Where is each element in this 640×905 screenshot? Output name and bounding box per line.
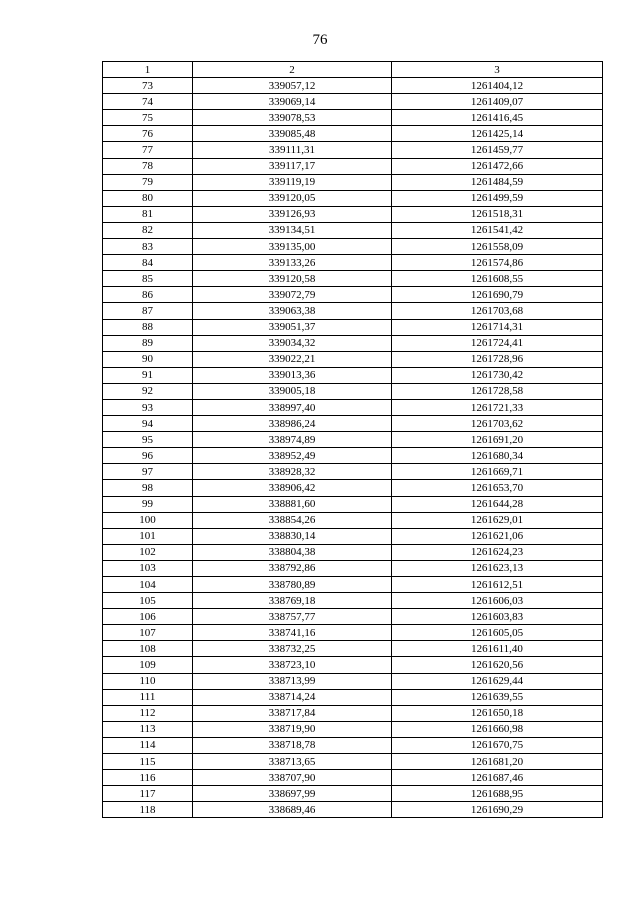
x-coordinate-cell: 339120,58 — [193, 271, 392, 287]
point-number-cell: 102 — [103, 544, 193, 560]
x-coordinate-cell: 339013,36 — [193, 367, 392, 383]
point-number-cell: 76 — [103, 126, 193, 142]
y-coordinate-cell: 1261574,86 — [392, 255, 603, 271]
table-row — [103, 190, 603, 206]
table-row — [103, 239, 603, 255]
table-row — [103, 609, 603, 625]
point-number-cell: 99 — [103, 496, 193, 512]
table-row — [103, 657, 603, 673]
point-number-cell: 100 — [103, 512, 193, 528]
x-coordinate-cell: 339034,32 — [193, 335, 392, 351]
y-coordinate-cell: 1261730,42 — [392, 367, 603, 383]
x-coordinate-cell: 338792,86 — [193, 560, 392, 576]
point-number-cell: 84 — [103, 255, 193, 271]
point-number-cell: 105 — [103, 593, 193, 609]
point-number-cell: 101 — [103, 528, 193, 544]
x-coordinate-cell: 338986,24 — [193, 416, 392, 432]
coordinates-table — [102, 61, 603, 818]
table-row — [103, 721, 603, 737]
table-row — [103, 577, 603, 593]
y-coordinate-cell: 1261484,59 — [392, 174, 603, 190]
table-row — [103, 399, 603, 415]
y-coordinate-cell: 1261606,03 — [392, 593, 603, 609]
x-coordinate-cell: 339117,17 — [193, 158, 392, 174]
point-number-cell: 85 — [103, 271, 193, 287]
point-number-cell: 81 — [103, 206, 193, 222]
y-coordinate-cell: 1261644,28 — [392, 496, 603, 512]
x-coordinate-cell: 339072,79 — [193, 287, 392, 303]
point-number-cell: 77 — [103, 142, 193, 158]
x-coordinate-cell: 338952,49 — [193, 448, 392, 464]
table-row — [103, 593, 603, 609]
point-number-cell: 116 — [103, 770, 193, 786]
x-coordinate-cell: 338717,84 — [193, 705, 392, 721]
x-coordinate-cell: 338713,65 — [193, 754, 392, 770]
table-row — [103, 737, 603, 753]
table-row — [103, 512, 603, 528]
x-coordinate-cell: 338723,10 — [193, 657, 392, 673]
table-row — [103, 448, 603, 464]
y-coordinate-cell: 1261620,56 — [392, 657, 603, 673]
table-row — [103, 206, 603, 222]
x-coordinate-cell: 338718,78 — [193, 737, 392, 753]
point-number-cell: 95 — [103, 432, 193, 448]
point-number-cell: 111 — [103, 689, 193, 705]
point-number-cell: 80 — [103, 190, 193, 206]
x-coordinate-cell: 338780,89 — [193, 577, 392, 593]
table-row — [103, 786, 603, 802]
point-number-cell: 94 — [103, 416, 193, 432]
x-coordinate-cell: 338707,90 — [193, 770, 392, 786]
y-coordinate-cell: 1261611,40 — [392, 641, 603, 657]
x-coordinate-cell: 338697,99 — [193, 786, 392, 802]
point-number-cell: 88 — [103, 319, 193, 335]
table-row — [103, 528, 603, 544]
x-coordinate-cell: 339057,12 — [193, 78, 392, 94]
y-coordinate-cell: 1261624,23 — [392, 544, 603, 560]
point-number-cell: 114 — [103, 737, 193, 753]
table-row — [103, 641, 603, 657]
x-coordinate-cell: 338804,38 — [193, 544, 392, 560]
x-coordinate-cell: 338881,60 — [193, 496, 392, 512]
table-row — [103, 496, 603, 512]
y-coordinate-cell: 1261680,34 — [392, 448, 603, 464]
x-coordinate-cell: 338974,89 — [193, 432, 392, 448]
x-coordinate-cell: 339135,00 — [193, 239, 392, 255]
y-coordinate-cell: 1261669,71 — [392, 464, 603, 480]
y-coordinate-cell: 1261623,13 — [392, 560, 603, 576]
y-coordinate-cell: 1261605,05 — [392, 625, 603, 641]
y-coordinate-cell: 1261541,42 — [392, 222, 603, 238]
y-coordinate-cell: 1261621,06 — [392, 528, 603, 544]
y-coordinate-cell: 1261728,96 — [392, 351, 603, 367]
point-number-cell: 74 — [103, 94, 193, 110]
table-row — [103, 802, 603, 818]
table-row — [103, 255, 603, 271]
y-coordinate-cell: 1261721,33 — [392, 399, 603, 415]
point-number-cell: 109 — [103, 657, 193, 673]
table-row — [103, 94, 603, 110]
point-number-cell: 79 — [103, 174, 193, 190]
y-coordinate-cell: 1261629,44 — [392, 673, 603, 689]
x-coordinate-cell: 338689,46 — [193, 802, 392, 818]
x-coordinate-cell: 339119,19 — [193, 174, 392, 190]
point-number-cell: 86 — [103, 287, 193, 303]
point-number-cell: 89 — [103, 335, 193, 351]
y-coordinate-cell: 1261499,59 — [392, 190, 603, 206]
y-coordinate-cell: 1261603,83 — [392, 609, 603, 625]
x-coordinate-cell: 339120,05 — [193, 190, 392, 206]
table-row — [103, 271, 603, 287]
point-number-cell: 78 — [103, 158, 193, 174]
point-number-cell: 90 — [103, 351, 193, 367]
table-header-row — [103, 62, 603, 78]
point-number-cell: 73 — [103, 78, 193, 94]
x-coordinate-cell: 339111,31 — [193, 142, 392, 158]
table-row — [103, 174, 603, 190]
x-coordinate-cell: 339078,53 — [193, 110, 392, 126]
point-number-cell: 103 — [103, 560, 193, 576]
y-coordinate-cell: 1261681,20 — [392, 754, 603, 770]
table-row — [103, 544, 603, 560]
y-coordinate-cell: 1261459,77 — [392, 142, 603, 158]
table-row — [103, 673, 603, 689]
x-coordinate-cell: 339085,48 — [193, 126, 392, 142]
y-coordinate-cell: 1261724,41 — [392, 335, 603, 351]
y-coordinate-cell: 1261409,07 — [392, 94, 603, 110]
point-number-cell: 110 — [103, 673, 193, 689]
y-coordinate-cell: 1261691,20 — [392, 432, 603, 448]
x-coordinate-cell: 338732,25 — [193, 641, 392, 657]
point-number-cell: 93 — [103, 399, 193, 415]
point-number-cell: 98 — [103, 480, 193, 496]
point-number-cell: 118 — [103, 802, 193, 818]
y-coordinate-cell: 1261518,31 — [392, 206, 603, 222]
x-coordinate-cell: 339134,51 — [193, 222, 392, 238]
point-number-cell: 92 — [103, 383, 193, 399]
x-coordinate-cell: 339063,38 — [193, 303, 392, 319]
table-row — [103, 303, 603, 319]
y-coordinate-cell: 1261687,46 — [392, 770, 603, 786]
y-coordinate-cell: 1261608,55 — [392, 271, 603, 287]
x-coordinate-cell: 338928,32 — [193, 464, 392, 480]
point-number-cell: 104 — [103, 577, 193, 593]
table-row — [103, 222, 603, 238]
page-number: 76 — [312, 32, 328, 48]
x-coordinate-cell: 339069,14 — [193, 94, 392, 110]
point-number-cell: 83 — [103, 239, 193, 255]
x-coordinate-cell: 338830,14 — [193, 528, 392, 544]
column-header: 2 — [193, 62, 392, 78]
y-coordinate-cell: 1261714,31 — [392, 319, 603, 335]
y-coordinate-cell: 1261416,45 — [392, 110, 603, 126]
x-coordinate-cell: 339022,21 — [193, 351, 392, 367]
point-number-cell: 91 — [103, 367, 193, 383]
x-coordinate-cell: 338719,90 — [193, 721, 392, 737]
table-row — [103, 480, 603, 496]
table-row — [103, 126, 603, 142]
table-row — [103, 754, 603, 770]
y-coordinate-cell: 1261690,29 — [392, 802, 603, 818]
y-coordinate-cell: 1261703,62 — [392, 416, 603, 432]
x-coordinate-cell: 338741,16 — [193, 625, 392, 641]
y-coordinate-cell: 1261404,12 — [392, 78, 603, 94]
point-number-cell: 106 — [103, 609, 193, 625]
point-number-cell: 97 — [103, 464, 193, 480]
table-row — [103, 319, 603, 335]
point-number-cell: 108 — [103, 641, 193, 657]
point-number-cell: 96 — [103, 448, 193, 464]
table-row — [103, 416, 603, 432]
y-coordinate-cell: 1261629,01 — [392, 512, 603, 528]
x-coordinate-cell: 339005,18 — [193, 383, 392, 399]
point-number-cell: 117 — [103, 786, 193, 802]
point-number-cell: 82 — [103, 222, 193, 238]
x-coordinate-cell: 338713,99 — [193, 673, 392, 689]
point-number-cell: 112 — [103, 705, 193, 721]
x-coordinate-cell: 339051,37 — [193, 319, 392, 335]
table-row — [103, 770, 603, 786]
table-row — [103, 560, 603, 576]
y-coordinate-cell: 1261650,18 — [392, 705, 603, 721]
y-coordinate-cell: 1261425,14 — [392, 126, 603, 142]
table-row — [103, 705, 603, 721]
table-row — [103, 464, 603, 480]
point-number-cell: 75 — [103, 110, 193, 126]
table-row — [103, 432, 603, 448]
x-coordinate-cell: 338854,26 — [193, 512, 392, 528]
table-row — [103, 78, 603, 94]
y-coordinate-cell: 1261558,09 — [392, 239, 603, 255]
point-number-cell: 87 — [103, 303, 193, 319]
table-row — [103, 158, 603, 174]
x-coordinate-cell: 338906,42 — [193, 480, 392, 496]
x-coordinate-cell: 338714,24 — [193, 689, 392, 705]
table-row — [103, 367, 603, 383]
table-row — [103, 383, 603, 399]
y-coordinate-cell: 1261653,70 — [392, 480, 603, 496]
y-coordinate-cell: 1261670,75 — [392, 737, 603, 753]
table-row — [103, 287, 603, 303]
y-coordinate-cell: 1261703,68 — [392, 303, 603, 319]
coordinates-table-body — [103, 62, 603, 818]
x-coordinate-cell: 338997,40 — [193, 399, 392, 415]
column-header: 3 — [392, 62, 603, 78]
point-number-cell: 115 — [103, 754, 193, 770]
point-number-cell: 107 — [103, 625, 193, 641]
table-row — [103, 351, 603, 367]
x-coordinate-cell: 338769,18 — [193, 593, 392, 609]
y-coordinate-cell: 1261660,98 — [392, 721, 603, 737]
y-coordinate-cell: 1261690,79 — [392, 287, 603, 303]
table-row — [103, 110, 603, 126]
table-row — [103, 625, 603, 641]
x-coordinate-cell: 339133,26 — [193, 255, 392, 271]
y-coordinate-cell: 1261688,95 — [392, 786, 603, 802]
x-coordinate-cell: 338757,77 — [193, 609, 392, 625]
y-coordinate-cell: 1261728,58 — [392, 383, 603, 399]
y-coordinate-cell: 1261639,55 — [392, 689, 603, 705]
table-row — [103, 142, 603, 158]
y-coordinate-cell: 1261472,66 — [392, 158, 603, 174]
column-header: 1 — [103, 62, 193, 78]
table-row — [103, 689, 603, 705]
x-coordinate-cell: 339126,93 — [193, 206, 392, 222]
point-number-cell: 113 — [103, 721, 193, 737]
table-row — [103, 335, 603, 351]
y-coordinate-cell: 1261612,51 — [392, 577, 603, 593]
